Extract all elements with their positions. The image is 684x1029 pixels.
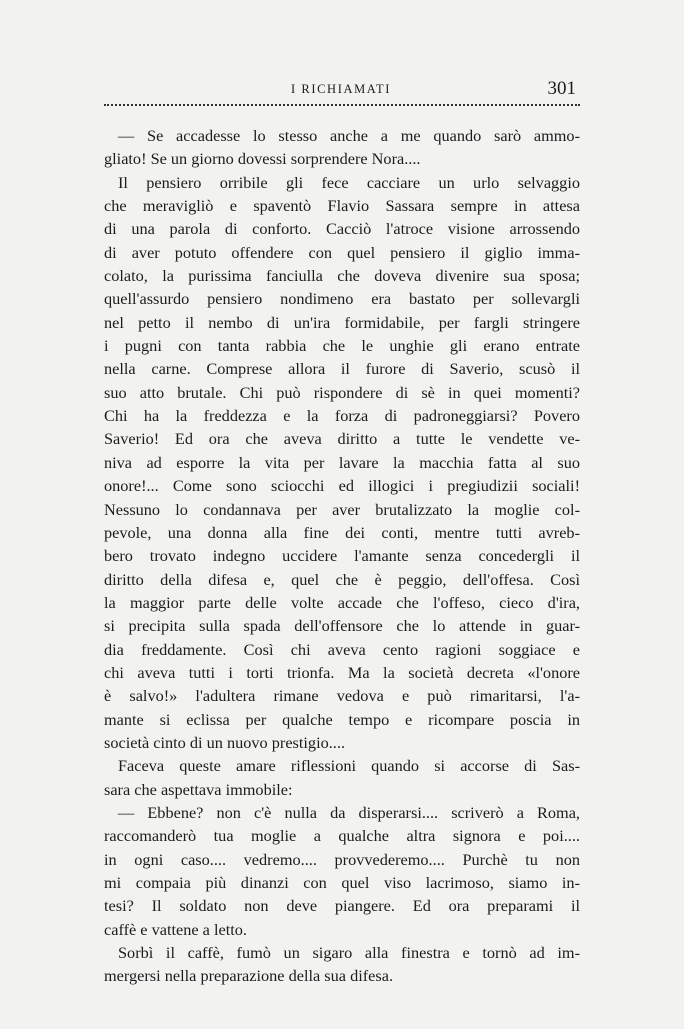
text-line: che meravigliò e spaventò Flavio Sassara sempre in attesa [104,196,580,216]
text-line: suo atto brutale. Chi può rispondere di sè in quei momenti? [104,382,580,402]
running-title: I RICHIAMATI [290,82,392,96]
text-line: pevole, una donna alla fine dei conti, mentre tutti avreb- [104,522,580,542]
text-line: quell'assurdo pensiero nondimeno era bastato per sollevargli [104,289,580,309]
text-line: sara che aspettava immobile: [104,779,293,799]
text-line: i pugni con tanta rabbia che le unghie gli erano entrate [104,336,580,356]
text-line: di una parola di conforto. Cacciò l'atroce visione arrossendo [104,219,580,239]
text-line: si precipita sulla spada dell'offensore che lo attende in guar- [104,616,580,636]
body-text [104,124,580,988]
text-line: — Se accadesse lo stesso anche a me quando sarò ammo- [118,126,580,145]
text-line: dia freddamente. Così chi aveva cento ragioni soggiace e [104,639,580,659]
header-rule [104,104,580,106]
text-line: Sorbì il caffè, fumò un sigaro alla finestra e tornò ad im- [118,943,580,963]
text-line: Il pensiero orribile gli fece cacciare un urlo selvaggio [118,172,580,192]
text-line: raccomanderò tua moglie a qualche altra signora e poi.... [104,826,580,846]
text-line: colato, la purissima fanciulla che doveva divenire sua sposa; [104,266,580,286]
text-line: di aver potuto offendere con quel pensiero il giglio imma- [104,242,580,262]
text-line: nel petto il nembo di un'ira formidabile, per fargli stringere [104,312,580,332]
text-line: chi aveva tutti i torti trionfa. Ma la società decreta «l'onore [104,662,580,682]
text-line: mergersi nella preparazione della sua difesa. [104,966,394,986]
text-line: onore!... Come sono sciocchi ed illogici i pregiudizii sociali! [104,476,580,496]
page-number: 301 [547,78,576,99]
text-line: tesi? Il soldato non deve piangere. Ed ora preparami il [104,896,580,916]
text-line: in ogni caso.... vedremo.... provvederemo.... Purchè tu non [104,849,580,869]
text-line: Chi ha la freddezza e la forza di padroneggiarsi? Povero [104,406,580,426]
text-line: caffè e vattene a letto. [104,919,247,939]
text-line: gliato! Se un giorno dovessi sorprendere Nora.... [104,149,421,169]
text-line: — Ebbene? non c'è nulla da disperarsi.... scriverò a Roma, [118,802,580,822]
text-line: Nessuno lo condannava per aver brutalizzato la moglie col- [104,499,580,519]
text-line: mante si eclissa per qualche tempo e ricompare poscia in [104,709,580,729]
text-line: la maggior parte delle volte accade che l'offeso, cieco d'ira, [104,592,580,612]
text-line: nella carne. Comprese allora il furore di Saverio, scusò il [104,359,580,379]
text-line: bero trovato indegno uccidere l'amante senza concedergli il [104,546,580,566]
text-line: società cinto di un nuovo prestigio.... [104,732,346,752]
text-line: Saverio! Ed ora che aveva diritto a tutte le vendette ve- [104,429,580,449]
text-line: Faceva queste amare riflessioni quando si accorse di Sas- [118,756,580,776]
text-line: mi compaia più dinanzi con quel viso lacrimoso, siamo in- [104,873,580,892]
text-line: è salvo!» l'adultera rimane vedova e può rimaritarsi, l'a- [104,686,580,706]
page-header [104,78,578,102]
text-line: diritto della difesa e, quel che è peggio, dell'offesa. Così [104,569,580,589]
text-line: niva ad esporre la vita per lavare la macchia fatta al suo [104,452,580,472]
